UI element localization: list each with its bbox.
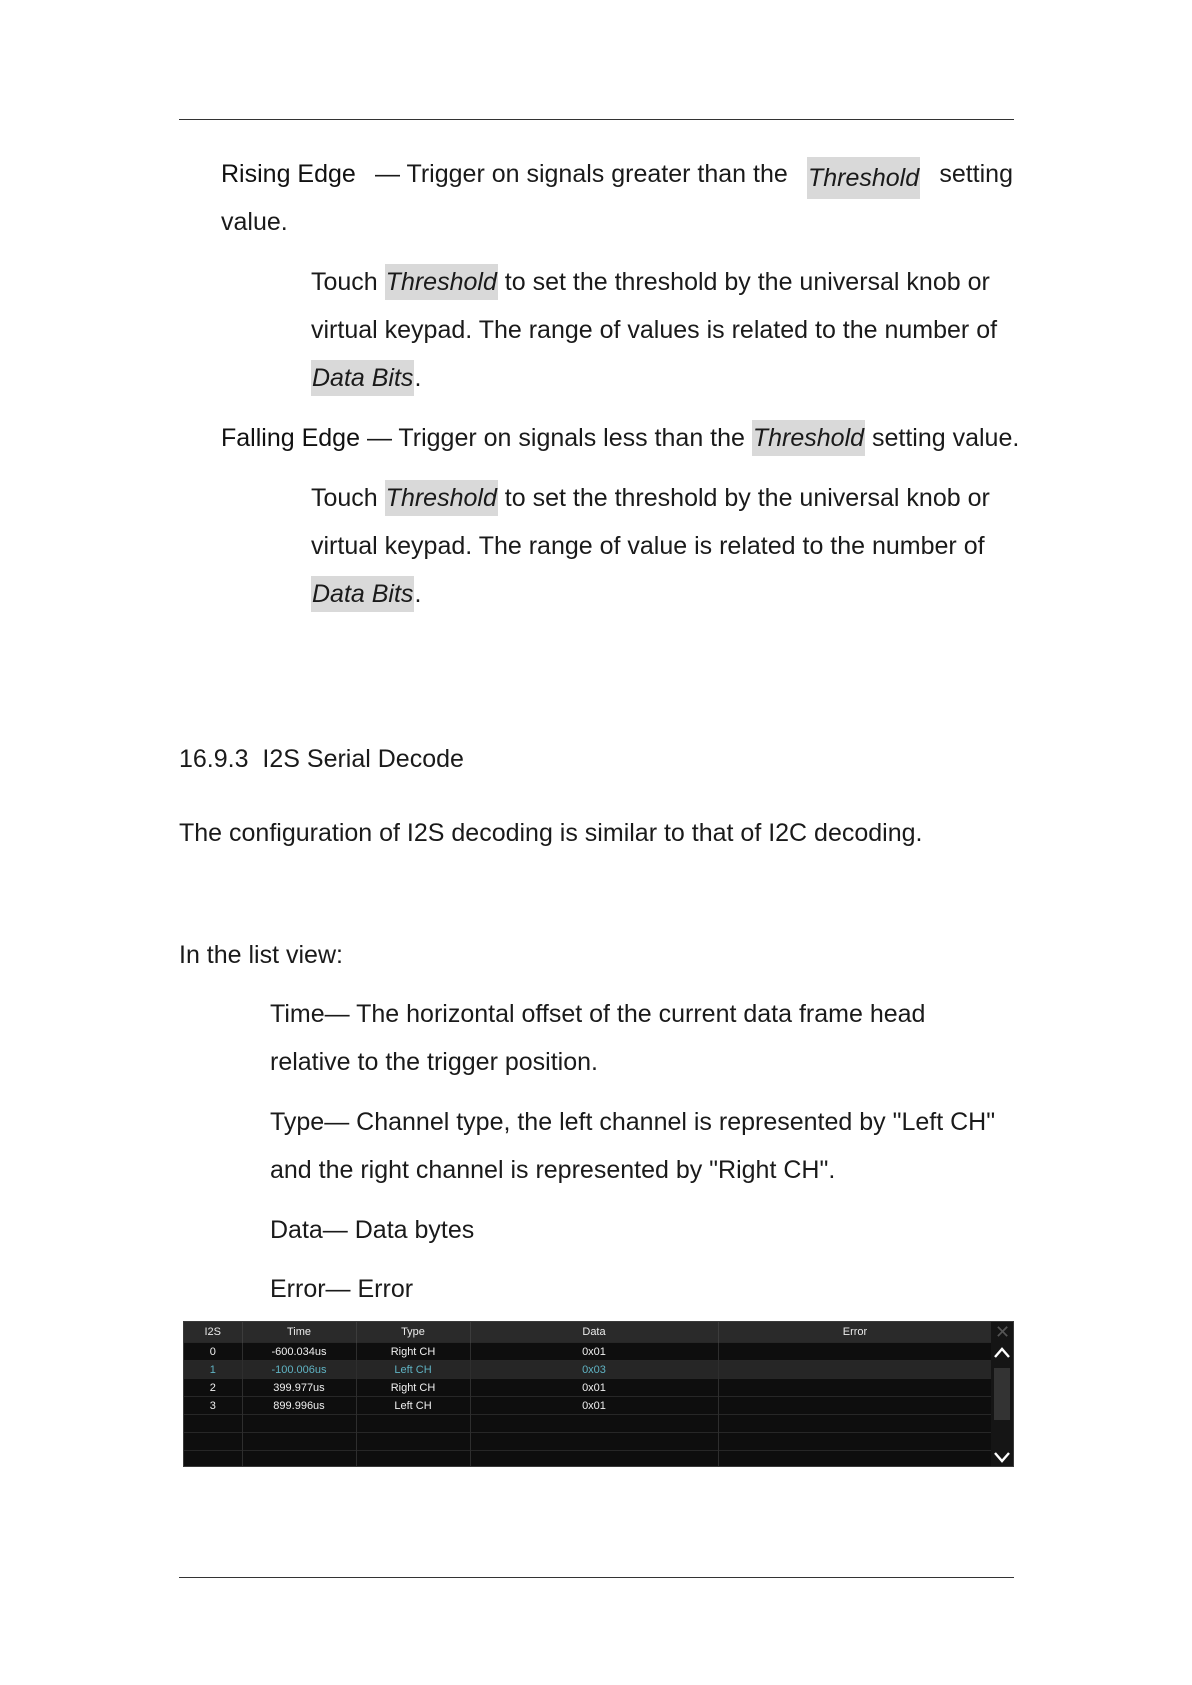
- rising-databits-line: [311, 361, 421, 395]
- cell-index: 1: [184, 1361, 242, 1379]
- falling-edge-term: Falling Edge: [221, 424, 360, 452]
- section-number: 16.9.3: [179, 745, 249, 773]
- touch-label: Touch: [311, 268, 378, 296]
- col-header-type[interactable]: Type: [356, 1322, 470, 1343]
- cell-time: -100.006us: [242, 1361, 356, 1379]
- cell-data: 0x01: [470, 1379, 718, 1397]
- table-header-row: [184, 1322, 992, 1343]
- cell-type: Right CH: [356, 1379, 470, 1397]
- cell-index: 0: [184, 1343, 242, 1361]
- header-rule: [179, 119, 1014, 120]
- list-item-type-cont: and the right channel is represented by "Right CH".: [270, 1156, 836, 1184]
- threshold-highlight: Threshold: [385, 264, 498, 300]
- section-intro: The configuration of I2S decoding is similar to that of I2C decoding.: [179, 819, 923, 847]
- table-row-empty: [184, 1451, 992, 1468]
- threshold-highlight: Threshold: [385, 480, 498, 516]
- col-header-time[interactable]: Time: [242, 1322, 356, 1343]
- cell-data: 0x01: [470, 1343, 718, 1361]
- rising-range-line: virtual keypad. The range of values is related to the number of: [311, 316, 998, 344]
- table-row-empty: [184, 1415, 992, 1433]
- threshold-highlight: Threshold: [752, 420, 865, 456]
- cell-error: [718, 1343, 992, 1361]
- chevron-up-icon[interactable]: [993, 1344, 1011, 1362]
- period: .: [414, 364, 422, 392]
- cell-time: 399.977us: [242, 1379, 356, 1397]
- rising-edge-line2: value.: [221, 208, 288, 236]
- cell-type: Left CH: [356, 1361, 470, 1379]
- col-header-error[interactable]: Error: [718, 1322, 992, 1343]
- touch-desc: to set the threshold by the universal knob or: [504, 484, 990, 512]
- data-bits-highlight: Data Bits: [311, 360, 414, 396]
- cell-error: [718, 1397, 992, 1415]
- footer-rule: [179, 1577, 1014, 1578]
- rising-edge-term: Rising Edge: [221, 160, 356, 188]
- rising-edge-desc-end: setting: [939, 160, 1013, 188]
- cell-time: -600.034us: [242, 1343, 356, 1361]
- section-title: I2S Serial Decode: [262, 745, 464, 773]
- list-item-time-cont: relative to the trigger position.: [270, 1048, 598, 1076]
- scrollbar-thumb[interactable]: [994, 1368, 1010, 1420]
- section-heading: [179, 742, 464, 776]
- decode-table: [184, 1322, 993, 1467]
- data-bits-highlight: Data Bits: [311, 576, 414, 612]
- close-icon[interactable]: ✕: [995, 1322, 1011, 1342]
- cell-type: Left CH: [356, 1397, 470, 1415]
- cell-data: 0x03: [470, 1361, 718, 1379]
- falling-databits-line: [311, 577, 421, 611]
- falling-edge-desc-end: setting value.: [872, 424, 1020, 452]
- list-item-time: Time— The horizontal offset of the current data frame head: [270, 1000, 926, 1028]
- list-item-type: Type— Channel type, the left channel is represented by "Left CH": [270, 1108, 996, 1136]
- falling-touch-line: [311, 481, 990, 515]
- falling-edge-desc: — Trigger on signals less than the: [366, 424, 745, 452]
- col-header-data[interactable]: Data: [470, 1322, 718, 1343]
- threshold-highlight: Threshold: [807, 157, 920, 199]
- period: .: [414, 580, 422, 608]
- list-intro: In the list view:: [179, 941, 343, 969]
- decode-list-view: [183, 1321, 1014, 1467]
- rising-edge-line1: [221, 157, 1013, 199]
- table-row[interactable]: [184, 1343, 992, 1361]
- cell-error: [718, 1361, 992, 1379]
- cell-index: 3: [184, 1397, 242, 1415]
- falling-edge-line1: [221, 421, 1019, 455]
- table-row-empty: [184, 1433, 992, 1451]
- cell-type: Right CH: [356, 1343, 470, 1361]
- rising-edge-desc: — Trigger on signals greater than the: [375, 160, 788, 188]
- cell-error: [718, 1379, 992, 1397]
- scrollbar[interactable]: [991, 1322, 1013, 1467]
- cell-data: 0x01: [470, 1397, 718, 1415]
- col-header-i2s[interactable]: I2S: [184, 1322, 242, 1343]
- list-item-data: Data— Data bytes: [270, 1216, 475, 1244]
- list-item-error: Error— Error: [270, 1275, 414, 1303]
- table-row-selected[interactable]: [184, 1361, 992, 1379]
- cell-time: 899.996us: [242, 1397, 356, 1415]
- touch-desc: to set the threshold by the universal knob or: [504, 268, 990, 296]
- table-row[interactable]: [184, 1379, 992, 1397]
- cell-index: 2: [184, 1379, 242, 1397]
- table-row[interactable]: [184, 1397, 992, 1415]
- falling-range-line: virtual keypad. The range of value is related to the number of: [311, 532, 985, 560]
- touch-label: Touch: [311, 484, 378, 512]
- rising-touch-line: [311, 265, 990, 299]
- chevron-down-icon[interactable]: [993, 1448, 1011, 1466]
